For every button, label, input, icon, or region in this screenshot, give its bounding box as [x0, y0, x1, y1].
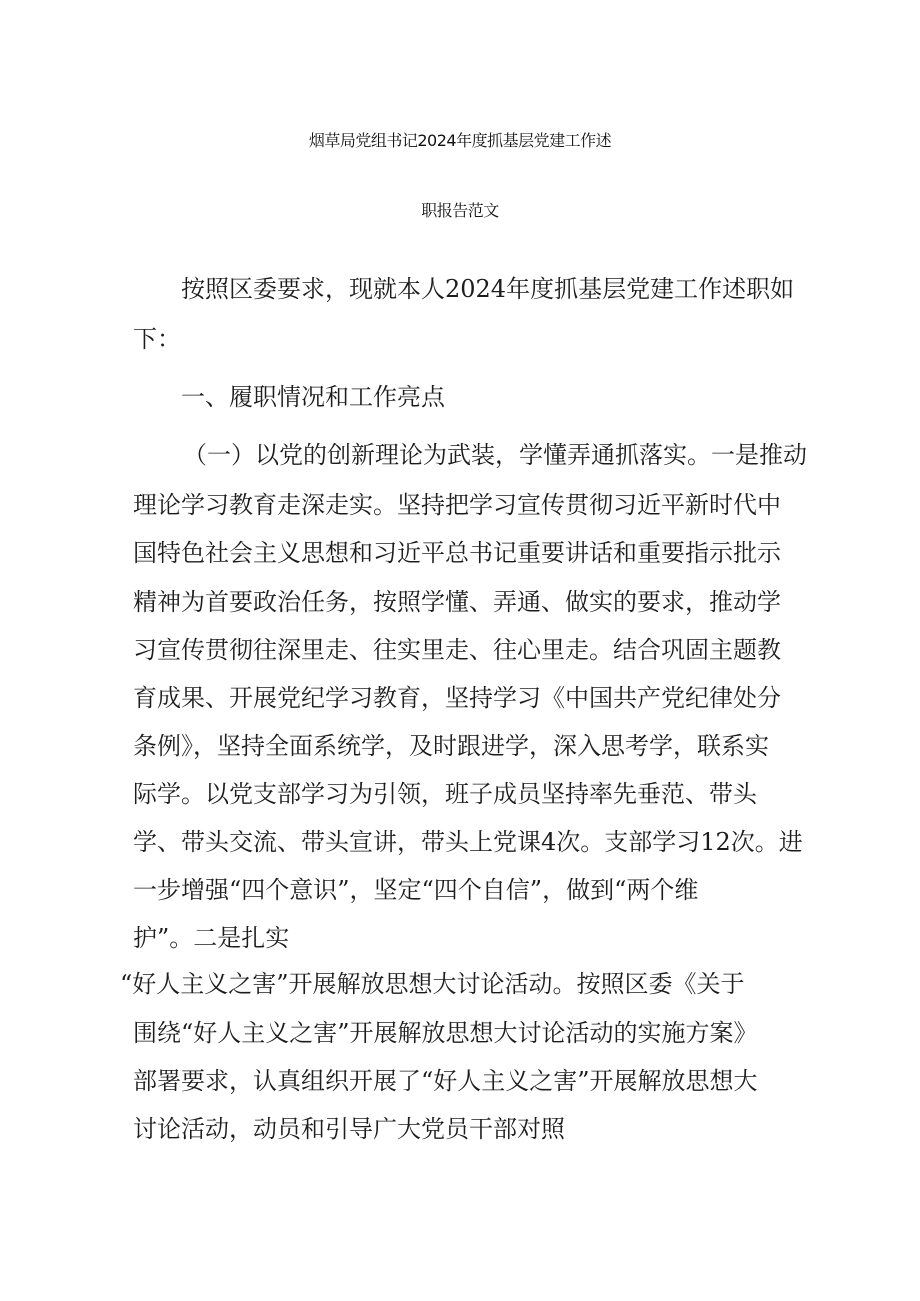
body-line: （一）以党的创新理论为武装，学懂弄通抓落实。一是推动 — [183, 441, 807, 469]
body-line: 条例》，坚持全面系统学，及时跟进学，深入思考学，联系实 — [133, 732, 769, 760]
body-line: 学、带头交流、带头宣讲，带头上党课4次。支部学习12次。进 — [133, 828, 803, 856]
body-line: 习宣传贯彻往深里走、往实里走、往心里走。结合巩固主题教 — [133, 636, 781, 664]
section-heading: 一、履职情况和工作亮点 — [181, 383, 445, 411]
body-line: 精神为首要政治任务，按照学懂、弄通、做实的要求，推动学 — [133, 588, 781, 616]
body-line: 护”。二是扎实 — [133, 924, 290, 952]
body-line: 理论学习教育走深走实。坚持把学习宣传贯彻习近平新时代中 — [133, 491, 781, 519]
body-line: 际学。以党支部学习为引领，班子成员坚持率先垂范、带头 — [133, 780, 757, 808]
body-line: 国特色社会主义思想和习近平总书记重要讲话和重要指示批示 — [133, 539, 781, 567]
document-title-line-1: 烟草局党组书记2024年度抓基层党建工作述 — [308, 131, 612, 150]
body-line: 部署要求，认真组织开展了“好人主义之害”开展解放思想大 — [133, 1067, 758, 1095]
body-line: 围绕“好人主义之害”开展解放思想大讨论活动的实施方案》 — [133, 1019, 758, 1047]
body-line: 讨论活动，动员和引导广大党员干部对照 — [133, 1115, 565, 1143]
document-title-line-2: 职报告范文 — [421, 201, 499, 220]
body-line: 按照区委要求，现就本人2024年度抓基层党建工作述职如 — [181, 275, 795, 303]
body-line: 育成果、开展党纪学习教育，坚持学习《中国共产党纪律处分 — [133, 684, 781, 712]
body-line: 下： — [133, 325, 181, 353]
body-line: “好人主义之害”开展解放思想大讨论活动。按照区委《关于 — [120, 970, 745, 998]
body-line: 一步增强“四个意识”，坚定“四个自信”，做到“两个维 — [133, 876, 699, 904]
